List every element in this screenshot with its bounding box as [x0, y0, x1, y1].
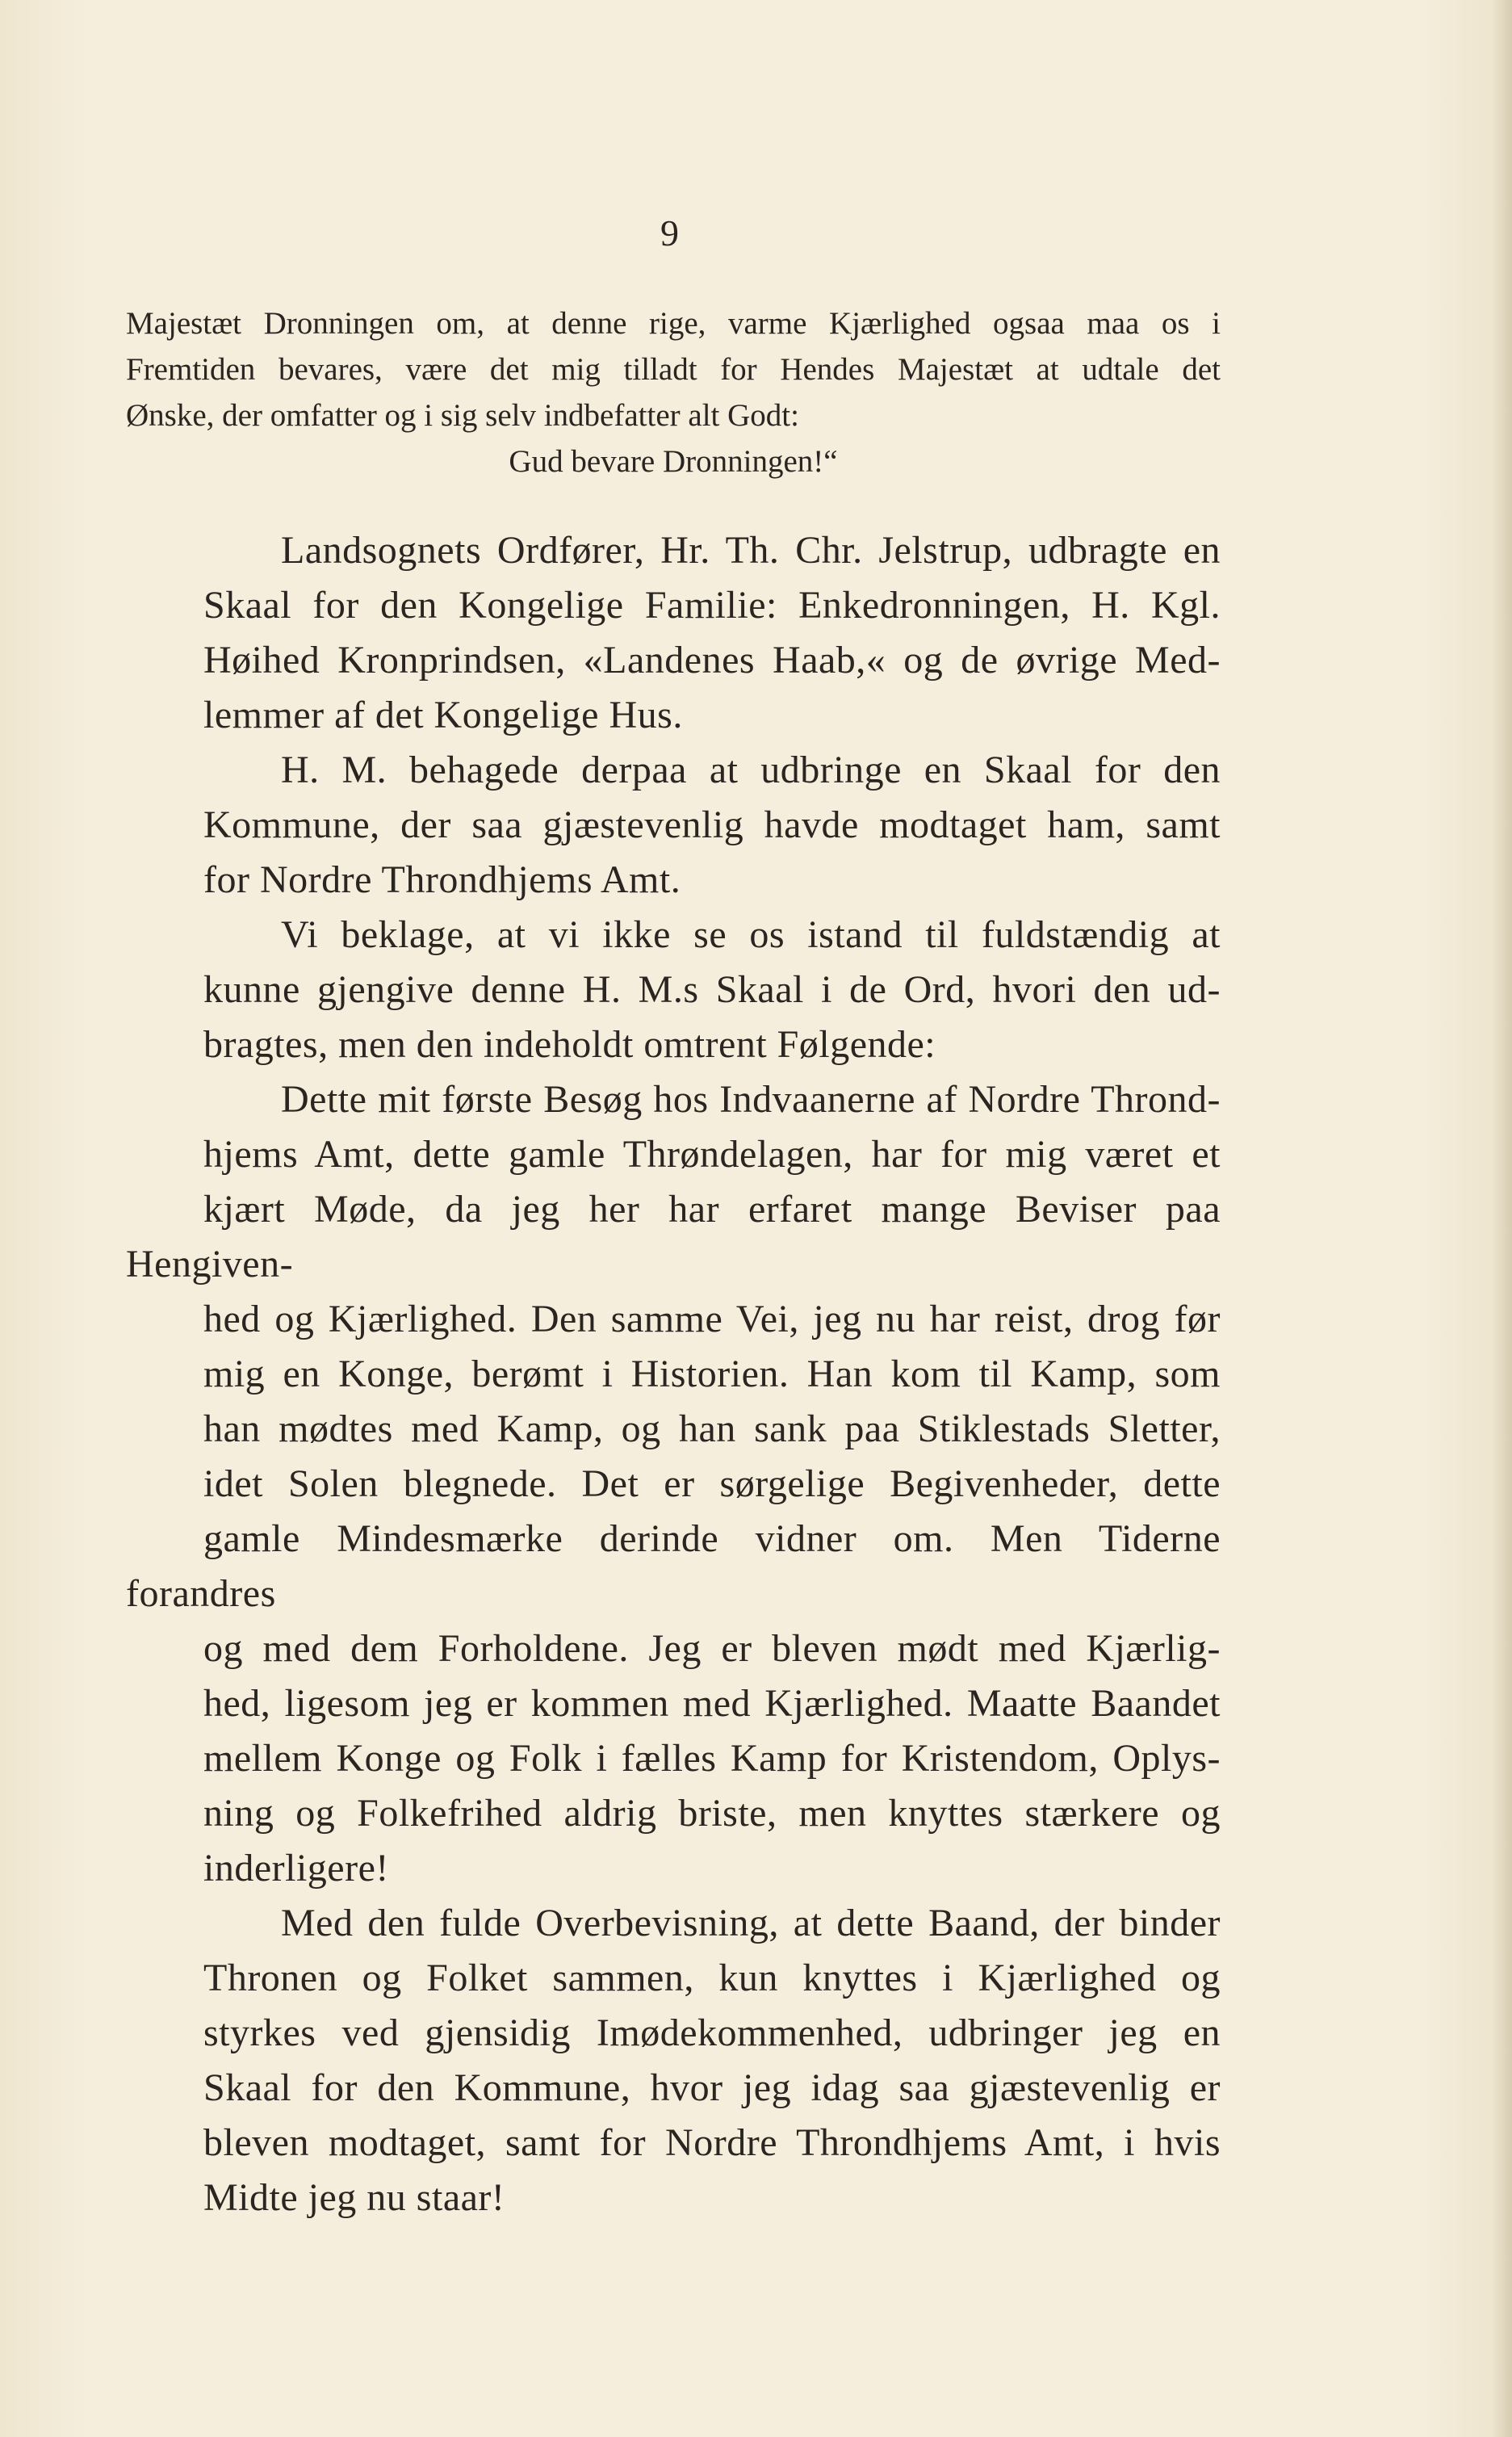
paragraph-line: lemmer af det Kongelige Hus. — [203, 694, 683, 736]
main-text — [126, 523, 1221, 2225]
paragraph-line: mig en Konge, berømt i Historien. Han kom til Kamp, som — [203, 1353, 1221, 1395]
paragraph-line: Med den fulde Overbevisning, at dette Baand, der binder — [281, 1902, 1221, 1944]
page-number: 9 — [660, 212, 680, 254]
intro-toast: Gud bevare Dronningen!“ — [509, 444, 838, 479]
paragraph-line: Kommune, der saa gjæstevenlig havde modtaget ham, samt — [203, 803, 1221, 846]
page-edge-shadow — [1493, 0, 1512, 2437]
paragraph-line: for Nordre Throndhjems Amt. — [203, 858, 681, 901]
paragraph-1 — [126, 523, 1221, 743]
paragraph-line: kjært Møde, da jeg her har erfaret mange Beviser paa Hengiven- — [126, 1188, 1221, 1286]
paragraph-line: inderligere! — [203, 1847, 389, 1890]
paragraph-line: styrkes ved gjensidig Imødekommenhed, udbringer jeg en — [203, 2011, 1221, 2054]
paragraph-line: Landsognets Ordfører, Hr. Th. Chr. Jelstrup, udbragte en — [281, 529, 1221, 572]
paragraph-line: mellem Konge og Folk i fælles Kamp for Kristendom, Oplys- — [203, 1737, 1221, 1780]
paragraph-line: Skaal for den Kongelige Familie: Enkedronningen, H. Kgl. — [203, 584, 1221, 627]
intro-line: Fremtiden bevares, være det mig tilladt for Hendes Majestæt at udtale det — [126, 352, 1221, 387]
paragraph-line: idet Solen blegnede. Det er sørgelige Begivenheder, dette — [203, 1462, 1221, 1505]
paragraph-line: Skaal for den Kommune, hvor jeg idag saa gjæstevenlig er — [203, 2066, 1221, 2109]
paragraph-line: Midte jeg nu staar! — [203, 2176, 505, 2219]
paragraph-line: ning og Folkefrihed aldrig briste, men knyttes stærkere og — [203, 1792, 1221, 1835]
paragraph-line: kunne gjengive denne H. M.s Skaal i de Ord, hvori den ud- — [203, 968, 1221, 1011]
paragraph-line: H. M. behagede derpaa at udbringe en Skaal for den — [281, 749, 1221, 791]
paragraph-4 — [126, 1072, 1221, 1896]
paragraph-line: Dette mit første Besøg hos Indvaanerne af Nordre Thrond- — [281, 1078, 1221, 1121]
paragraph-2 — [126, 743, 1221, 908]
paragraph-line: hjems Amt, dette gamle Thrøndelagen, har for mig været et — [203, 1133, 1221, 1176]
paragraph-line: bragtes, men den indeholdt omtrent Følgende: — [203, 1023, 936, 1066]
paragraph-line: Høihed Kronprindsen, «Landenes Haab,« og de øvrige Med- — [203, 639, 1221, 682]
intro-line: Majestæt Dronningen om, at denne rige, varme Kjærlighed ogsaa maa os i — [126, 306, 1221, 341]
paragraph-line: Vi beklage, at vi ikke se os istand til fuldstændig at — [281, 913, 1221, 956]
paragraph-line: bleven modtaget, samt for Nordre Throndhjems Amt, i hvis — [203, 2121, 1221, 2164]
paragraph-line: hed og Kjærlighed. Den samme Vei, jeg nu har reist, drog før — [203, 1298, 1221, 1340]
paragraph-line: gamle Mindesmærke derinde vidner om. Men Tiderne forandres — [126, 1517, 1221, 1615]
intro-block — [126, 300, 1221, 484]
paragraph-line: Thronen og Folket sammen, kun knyttes i Kjærlighed og — [203, 1957, 1221, 1999]
paragraph-line: han mødtes med Kamp, og han sank paa Stiklestads Sletter, — [203, 1407, 1221, 1450]
intro-line: Ønske, der omfatter og i sig selv indbefatter alt Godt: — [126, 398, 799, 433]
paragraph-line: hed, ligesom jeg er kommen med Kjærlighed. Maatte Baandet — [203, 1682, 1221, 1725]
paragraph-line: og med dem Forholdene. Jeg er bleven mødt med Kjærlig- — [203, 1627, 1221, 1670]
paragraph-5 — [126, 1896, 1221, 2225]
paragraph-3 — [126, 908, 1221, 1072]
